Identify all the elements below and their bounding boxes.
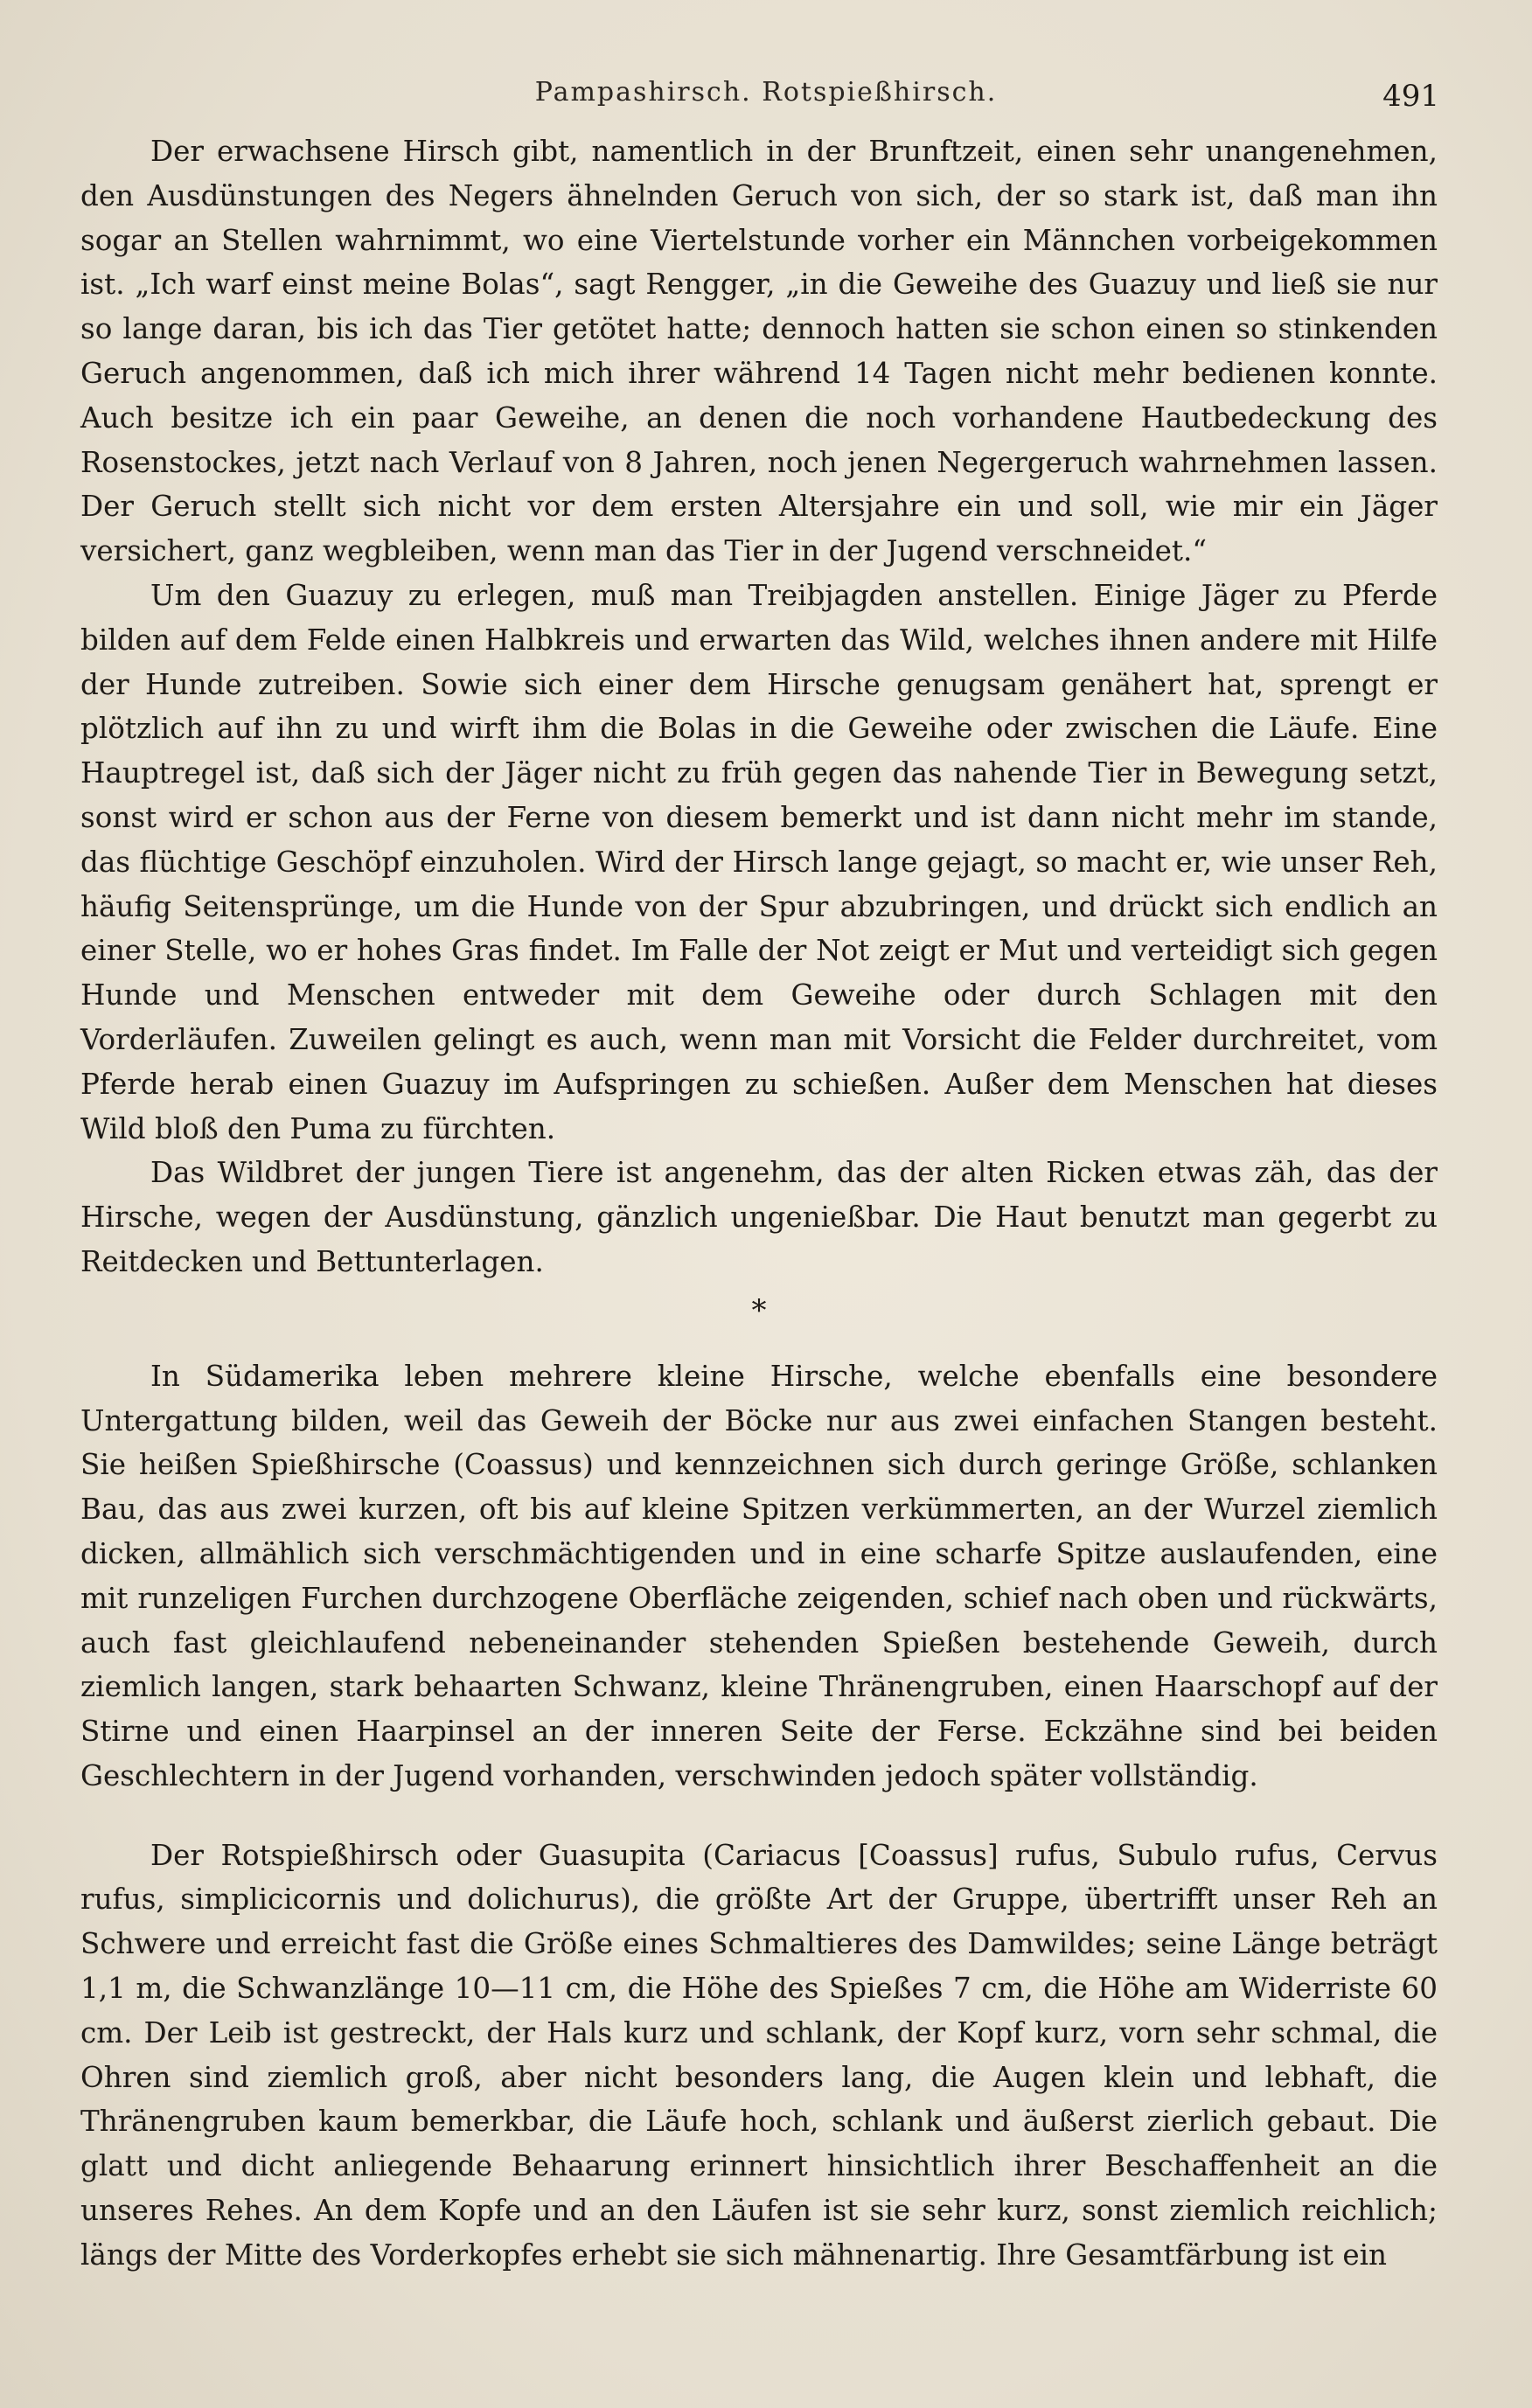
running-title: Pampashirsch. Rotspießhirsch. — [534, 77, 998, 108]
body-text — [80, 129, 1438, 2278]
paragraph-spiesshirsche: In Südamerika leben mehrere kleine Hirsche, welche ebenfalls eine besondere Untergattung bilden, weil das Geweih der Böcke nur aus zwei einfachen Stangen besteht. Sie heißen Spießhirsche (Coassus) und kennzeichnen sich durch geringe Größe, schlanken Bau, das aus zwei kurzen, oft bis auf kleine Spitzen verkümmerten, an der Wurzel ziemlich dicken, allmählich sich verschmächtigenden und in eine scharfe Spitze auslaufenden, eine mit runzeligen Furchen durchzogene Oberfläche zeigenden, schief nach oben und rückwärts, auch fast gleichlaufend nebeneinander stehenden Spießen bestehende Geweih, durch ziemlich langen, stark behaarten Schwanz, kleine Thränengruben, einen Haarschopf auf der Stirne und einen Haarpinsel an der inneren Seite der Ferse. Eckzähne sind bei beiden Geschlechtern in der Jugend vorhanden, verschwinden jedoch später vollständig. — [80, 1359, 1438, 1792]
paragraph-venison: Das Wildbret der jungen Tiere ist angenehm, das der alten Ricken etwas zäh, das der Hirsche, wegen der Ausdünstung, gänzlich ungenießbar. Die Haut benutzt man gegerbt zu Reitdecken und Bettunterlagen. — [80, 1156, 1438, 1278]
running-head — [0, 72, 1532, 124]
section-separator: * — [751, 1292, 767, 1328]
paragraph-odor: Der erwachsene Hirsch gibt, namentlich in der Brunftzeit, einen sehr unangenehmen, den Ausdünstungen des Negers ähnelnden Geruch von sich, der so stark ist, daß man ihn sogar an Stellen wahrnimmt, wo eine Viertelstunde vorher ein Männchen vorbeigekommen ist. „Ich warf einst meine Bolas“, sagt Rengger, „in die Geweihe des Guazuy und ließ sie nur so lange daran, bis ich das Tier getötet hatte; dennoch hatten sie schon einen so stinkenden Geruch angenommen, daß ich mich ihrer während 14 Tagen nicht mehr bedienen konnte. Auch besitze ich ein paar Geweihe, an denen die noch vorhandene Hautbedeckung des Rosenstockes, jetzt nach Verlauf von 8 Jahren, noch jenen Negergeruch wahrnehmen lassen. Der Geruch stellt sich nicht vor dem ersten Altersjahre ein und soll, wie mir ein Jäger versichert, ganz wegbleiben, wenn man das Tier in der Jugend verschneidet.“ — [80, 135, 1438, 568]
paragraph-rotspiesshirsch: Der Rotspießhirsch oder Guasupita (Cariacus [Coassus] rufus, Subulo rufus, Cervus rufus, simplicicornis und dolichurus), die größte Art der Gruppe, übertrifft unser Reh an Schwere und erreicht fast die Größe eines Schmaltieres des Damwildes; seine Länge beträgt 1,1 m, die Schwanzlänge 10—11 cm, die Höhe des Spießes 7 cm, die Höhe am Widerriste 60 cm. Der Leib ist gestreckt, der Hals kurz und schlank, der Kopf kurz, vorn sehr schmal, die Ohren sind ziemlich groß, aber nicht besonders lang, die Augen klein und lebhaft, die Thränengruben kaum bemerkbar, die Läufe hoch, schlank und äußerst zierlich gebaut. Die glatt und dicht anliegende Behaarung erinnert hinsichtlich ihrer Beschaffenheit an die unseres Rehes. An dem Kopfe und an den Läufen ist sie sehr kurz, sonst ziemlich reichlich; längs der Mitte des Vorderkopfes erhebt sie sich mähnenartig. Ihre Gesamtfärbung ist ein — [80, 1838, 1438, 2272]
page-number: 491 — [1382, 79, 1439, 114]
paragraph-hunting: Um den Guazuy zu erlegen, muß man Treibjagden anstellen. Einige Jäger zu Pferde bilden auf dem Felde einen Halbkreis und erwarten das Wild, welches ihnen andere mit Hilfe der Hunde zutreiben. Sowie sich einer dem Hirsche genugsam genähert hat, sprengt er plötzlich auf ihn zu und wirft ihm die Bolas in die Geweihe oder zwischen die Läufe. Eine Hauptregel ist, daß sich der Jäger nicht zu früh gegen das nahende Tier in Bewegung setzt, sonst wird er schon aus der Ferne von diesem bemerkt und ist dann nicht mehr im stande, das flüchtige Geschöpf einzuholen. Wird der Hirsch lange gejagt, so macht er, wie unser Reh, häufig Seitensprünge, um die Hunde von der Spur abzubringen, und drückt sich endlich an einer Stelle, wo er hohes Gras findet. Im Falle der Not zeigt er Mut und verteidigt sich gegen Hunde und Menschen entweder mit dem Geweihe oder durch Schlagen mit den Vorderläufen. Zuweilen gelingt es auch, wenn man mit Vorsicht die Felder durchreitet, vom Pferde herab einen Guazuy im Aufspringen zu schießen. Außer dem Menschen hat dieses Wild bloß den Puma zu fürchten. — [80, 578, 1438, 1145]
